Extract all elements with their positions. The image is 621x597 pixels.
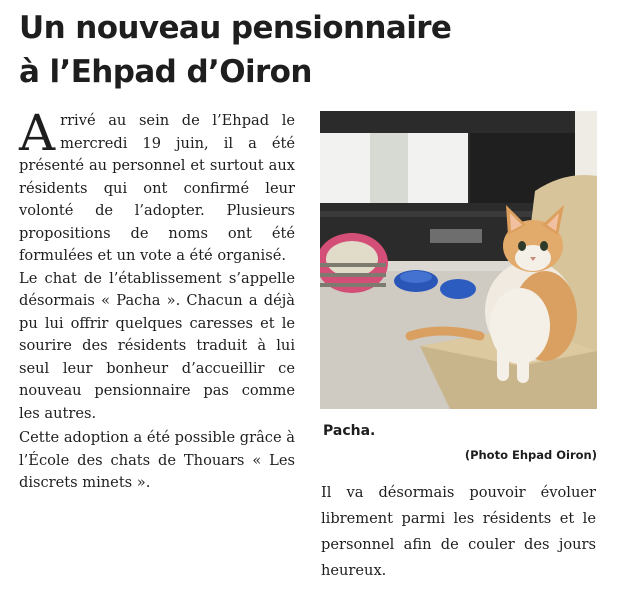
headline-line-1: Un nouveau pensionnaire bbox=[19, 10, 452, 46]
paragraph-3: Cette adoption a été possible grâce à l’École des chats de Thouars « Les discrets minets ». bbox=[19, 429, 295, 491]
paragraph-4: Il va désormais pouvoir évoluer librement parmi les résidents et le personnel afin de couler des jours heureux. bbox=[321, 484, 596, 579]
paragraph-1 bbox=[19, 104, 295, 268]
article-headline bbox=[19, 6, 609, 94]
drop-cap: A bbox=[19, 104, 56, 162]
article-left-column bbox=[19, 104, 295, 495]
photo-caption: Pacha. bbox=[323, 423, 376, 439]
photo-credit: (Photo Ehpad Oiron) bbox=[464, 448, 597, 462]
paragraph-1-text: rrivé au sein de l’Ehpad le mercredi 19 juin, il a été présenté au personnel et surtout aux résidents qui ont confirmé leur volonté de l’adopter. Plusieurs propositions de noms ont été formulées et un vote a été organisé. bbox=[19, 112, 295, 264]
headline-line-2: à l’Ehpad d’Oiron bbox=[19, 54, 312, 90]
paragraph-2: Le chat de l’établissement s’appelle désormais « Pacha ». Chacun a déjà pu lui offrir quelques caresses et le sourire des résidents traduit à lui seul leur bonheur d’accueillir ce nouveau pensionnaire pas comme les autres. bbox=[19, 269, 295, 422]
article-photo bbox=[320, 111, 597, 409]
